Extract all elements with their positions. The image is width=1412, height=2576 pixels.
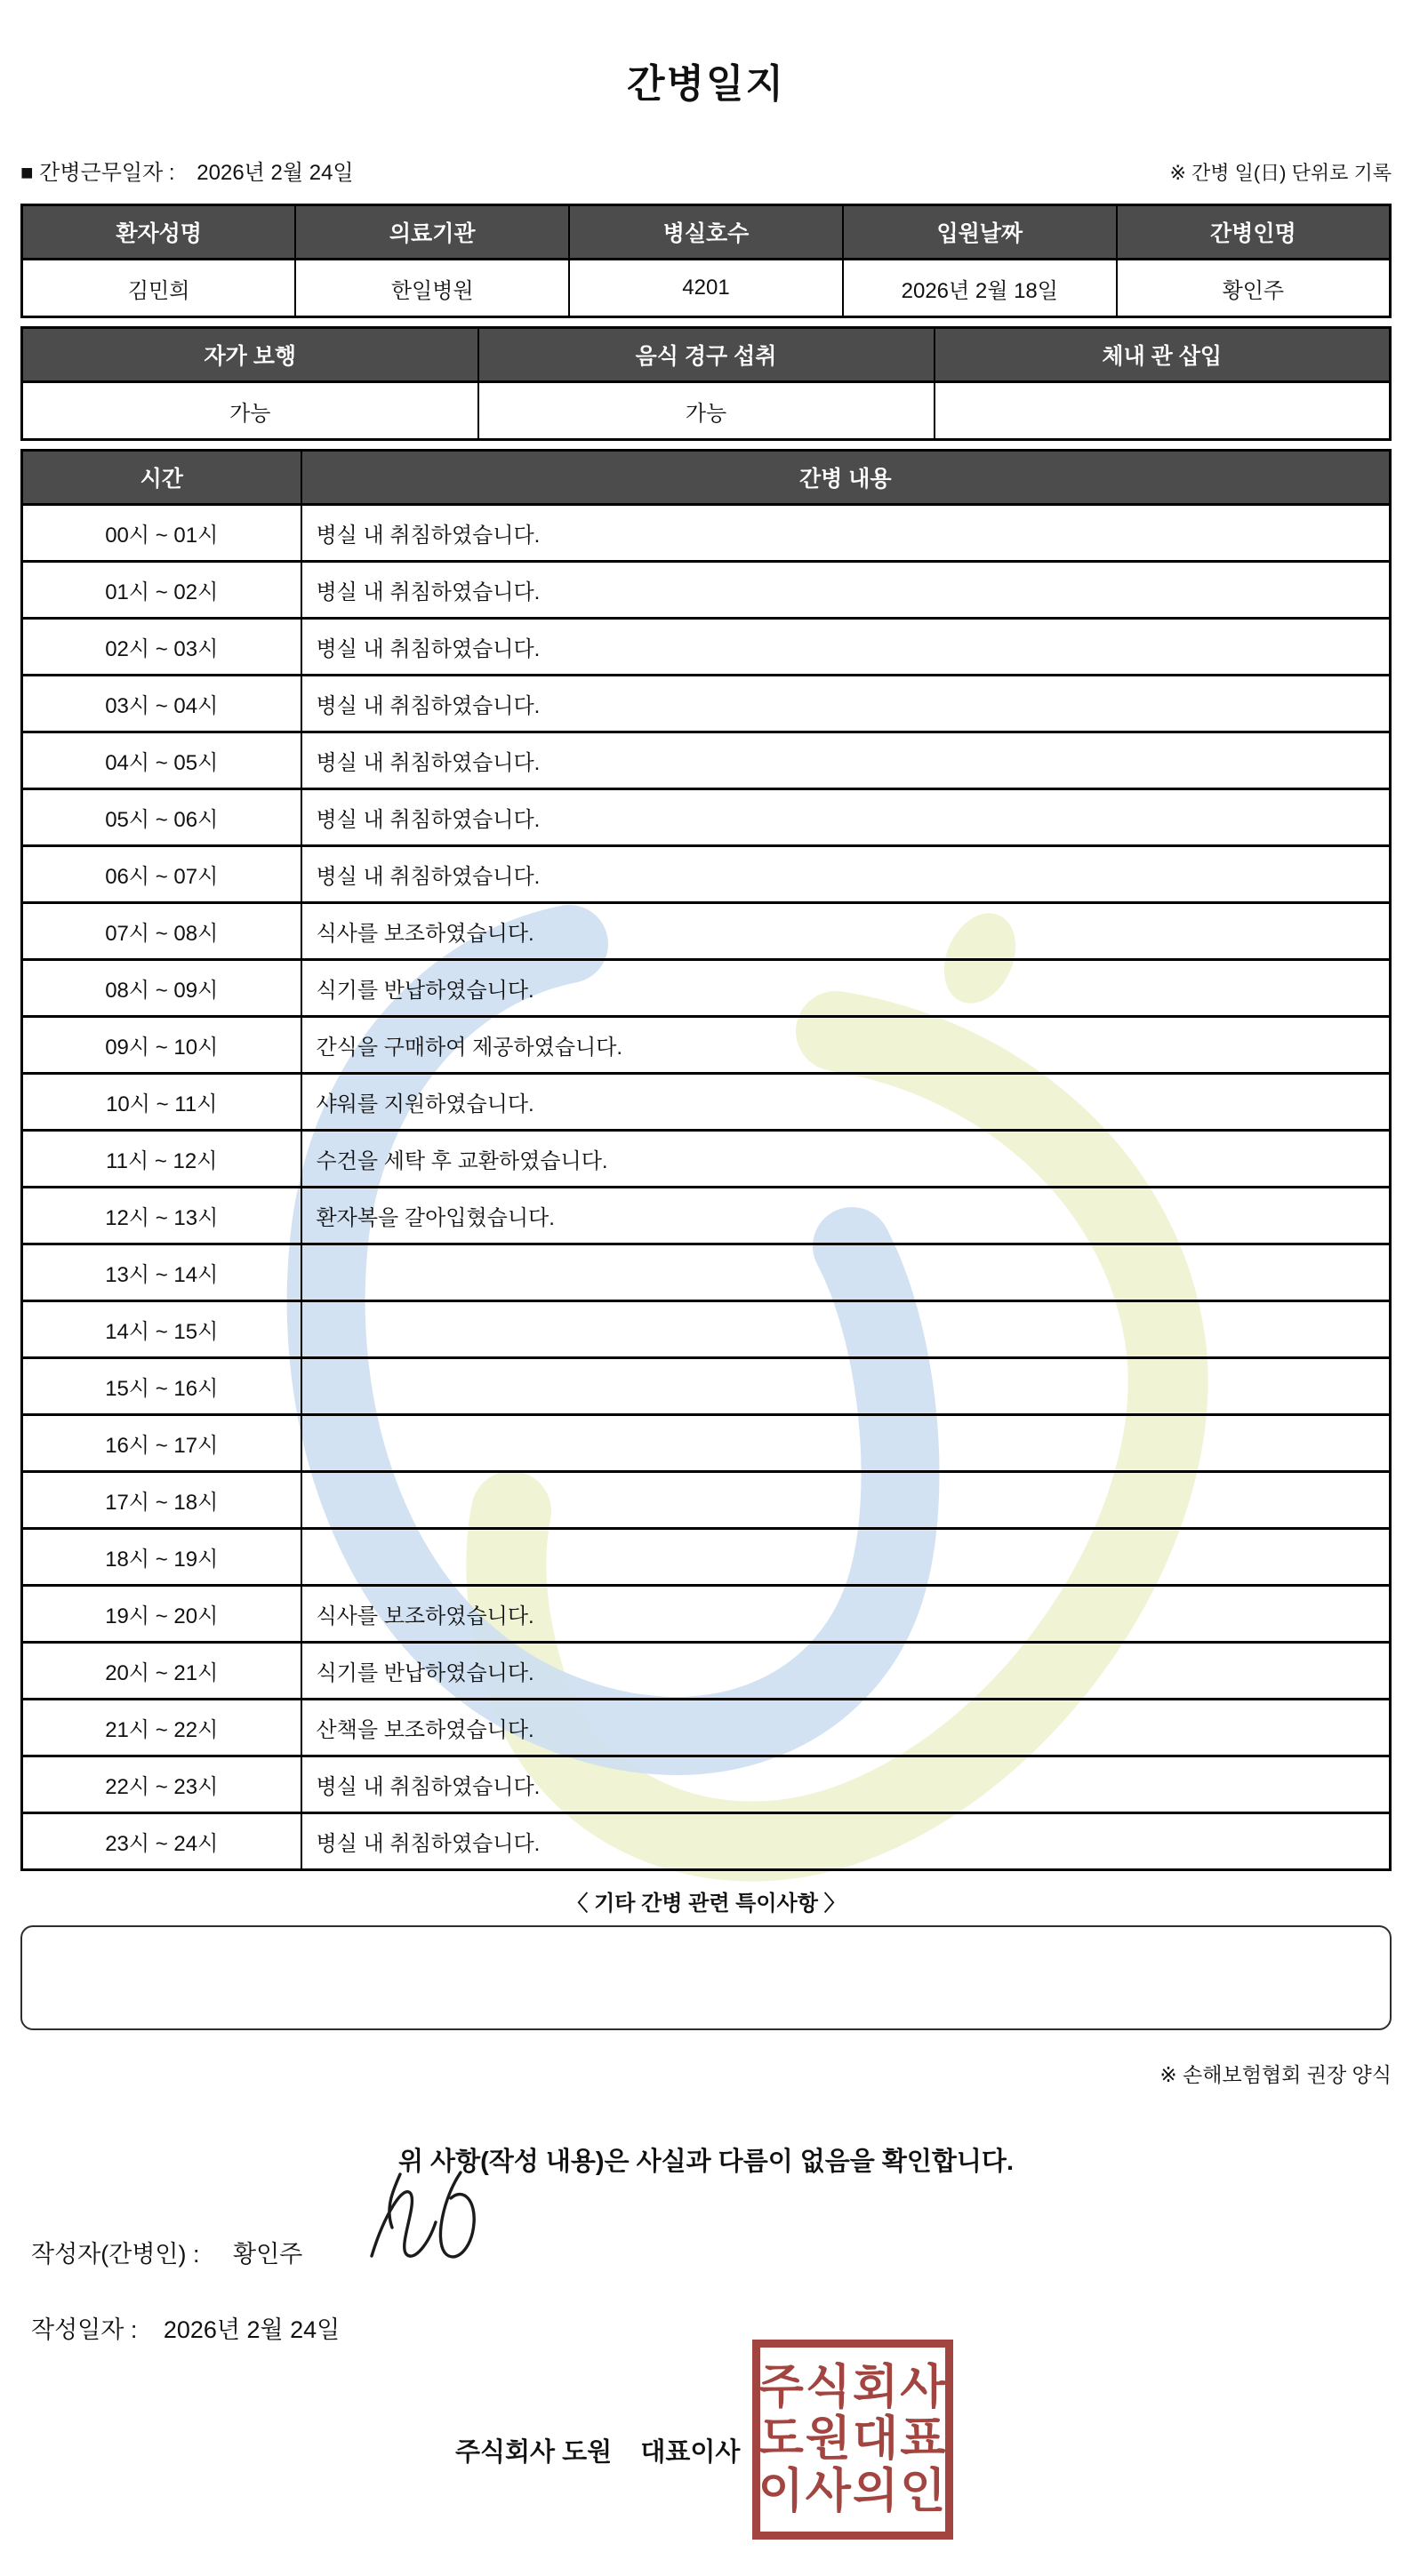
time-range: 21시 ~ 22시 [22, 1700, 301, 1756]
time-range: 08시 ~ 09시 [22, 960, 301, 1017]
care-content: 환자복을 갈아입혔습니다. [301, 1188, 1391, 1244]
care-content: 병실 내 취침하였습니다. [301, 619, 1391, 676]
care-log-row [22, 1643, 1391, 1700]
care-content: 식사를 보조하였습니다. [301, 903, 1391, 960]
time-range: 11시 ~ 12시 [22, 1131, 301, 1188]
column-header: 환자성명 [22, 205, 296, 260]
care-log-row [22, 1301, 1391, 1358]
work-date-value: 2026년 2월 24일 [197, 161, 354, 185]
time-range: 18시 ~ 19시 [22, 1529, 301, 1586]
care-content: 병실 내 취침하였습니다. [301, 846, 1391, 903]
care-content: 산책을 보조하였습니다. [301, 1700, 1391, 1756]
care-log-header-row [22, 451, 1391, 505]
time-range: 07시 ~ 08시 [22, 903, 301, 960]
time-range: 03시 ~ 04시 [22, 676, 301, 732]
column-header: 음식 경구 섭취 [478, 328, 935, 382]
oral-intake-status: 가능 [478, 382, 935, 440]
time-range: 22시 ~ 23시 [22, 1756, 301, 1813]
care-content [301, 1358, 1391, 1415]
time-range: 06시 ~ 07시 [22, 846, 301, 903]
writer-row [20, 2235, 1392, 2269]
time-range: 12시 ~ 13시 [22, 1188, 301, 1244]
care-content: 병실 내 취침하였습니다. [301, 732, 1391, 789]
column-header: 간병인명 [1117, 205, 1391, 260]
time-range: 19시 ~ 20시 [22, 1586, 301, 1643]
status-table-header-row [22, 328, 1391, 382]
care-content: 식사를 보조하였습니다. [301, 1586, 1391, 1643]
care-log-body [22, 505, 1391, 1870]
stamp-line: 주식회사 [758, 2361, 948, 2414]
time-range: 14시 ~ 15시 [22, 1301, 301, 1358]
care-log-row [22, 1358, 1391, 1415]
care-content [301, 1472, 1391, 1529]
stamp-line: 도원대표 [758, 2412, 948, 2466]
care-content: 병실 내 취침하였습니다. [301, 1813, 1391, 1870]
notes-section-title: 〈 기타 간병 관련 특이사항 〉 [566, 1892, 846, 1916]
care-log-row [22, 1017, 1391, 1074]
care-log-row [22, 1529, 1391, 1586]
admission-date: 2026년 2월 18일 [843, 260, 1117, 317]
patient-info-table [20, 204, 1392, 318]
time-range: 17시 ~ 18시 [22, 1472, 301, 1529]
confirmation-statement: 위 사항(작성 내용)은 사실과 다름이 없음을 확인합니다. [397, 2148, 1015, 2176]
time-range: 10시 ~ 11시 [22, 1074, 301, 1131]
time-range: 13시 ~ 14시 [22, 1244, 301, 1301]
care-content: 샤워를 지원하였습니다. [301, 1074, 1391, 1131]
care-log-table [20, 449, 1392, 1871]
room-number: 4201 [569, 260, 843, 317]
care-content [301, 1415, 1391, 1472]
time-range: 16시 ~ 17시 [22, 1415, 301, 1472]
unit-note: ※ 간병 일(日) 단위로 기록 [1169, 162, 1392, 184]
care-log-row [22, 903, 1391, 960]
status-table-value-row [22, 382, 1391, 440]
patient-name: 김민희 [22, 260, 296, 317]
signature-scribble [354, 2167, 509, 2278]
care-content: 수건을 세탁 후 교환하였습니다. [301, 1131, 1391, 1188]
patient-table-header-row [22, 205, 1391, 260]
time-column-header: 시간 [22, 451, 301, 505]
column-header: 병실호수 [569, 205, 843, 260]
written-date-value: 2026년 2월 24일 [163, 2316, 341, 2343]
care-content: 식기를 반납하였습니다. [301, 1643, 1391, 1700]
work-date-line [20, 155, 354, 186]
corporate-seal-stamp [752, 2340, 953, 2540]
care-log-row [22, 1131, 1391, 1188]
time-range: 01시 ~ 02시 [22, 562, 301, 619]
internal-tube-status [935, 382, 1391, 440]
column-header: 자가 보행 [22, 328, 478, 382]
care-log-row [22, 676, 1391, 732]
time-range: 23시 ~ 24시 [22, 1813, 301, 1870]
care-log-row [22, 732, 1391, 789]
care-content [301, 1244, 1391, 1301]
care-content: 식기를 반납하였습니다. [301, 960, 1391, 1017]
care-content: 병실 내 취침하였습니다. [301, 789, 1391, 846]
written-date-label: 작성일자 : [31, 2316, 138, 2343]
time-range: 02시 ~ 03시 [22, 619, 301, 676]
column-header: 입원날짜 [843, 205, 1117, 260]
care-log-row [22, 1074, 1391, 1131]
stamp-line: 이사의인 [758, 2464, 948, 2517]
care-content: 병실 내 취침하였습니다. [301, 505, 1391, 562]
time-range: 15시 ~ 16시 [22, 1358, 301, 1415]
time-range: 04시 ~ 05시 [22, 732, 301, 789]
form-note: ※ 손해보험협회 권장 양식 [1159, 2063, 1392, 2086]
content-column-header: 간병 내용 [301, 451, 1391, 505]
care-log-row [22, 1700, 1391, 1756]
care-content: 병실 내 취침하였습니다. [301, 562, 1391, 619]
column-header: 의료기관 [295, 205, 569, 260]
work-date-label: ■ 간병근무일자 : [20, 161, 175, 185]
care-log-row [22, 1586, 1391, 1643]
care-content [301, 1301, 1391, 1358]
patient-table-value-row [22, 260, 1391, 317]
time-range: 05시 ~ 06시 [22, 789, 301, 846]
care-log-row [22, 960, 1391, 1017]
care-content: 간식을 구매하여 제공하였습니다. [301, 1017, 1391, 1074]
notes-box [20, 1925, 1392, 2030]
care-content: 병실 내 취침하였습니다. [301, 1756, 1391, 1813]
writer-label: 작성자(간병인) : [31, 2241, 200, 2268]
page-title: 간병일지 [626, 62, 785, 106]
caregiver-name: 황인주 [1117, 260, 1391, 317]
care-log-row [22, 1472, 1391, 1529]
care-log-row [22, 505, 1391, 562]
medical-institution: 한일병원 [295, 260, 569, 317]
time-range: 00시 ~ 01시 [22, 505, 301, 562]
care-log-row [22, 1415, 1391, 1472]
care-content [301, 1529, 1391, 1586]
care-log-row [22, 619, 1391, 676]
time-range: 09시 ~ 10시 [22, 1017, 301, 1074]
meta-row [20, 155, 1392, 186]
column-header: 체내 관 삽입 [935, 328, 1391, 382]
care-log-row [22, 846, 1391, 903]
care-log-row [22, 1244, 1391, 1301]
writer-name: 황인주 [233, 2241, 303, 2268]
written-date-row [20, 2310, 1392, 2345]
care-log-row [22, 1188, 1391, 1244]
care-content: 병실 내 취침하였습니다. [301, 676, 1391, 732]
self-walking-status: 가능 [22, 382, 478, 440]
patient-status-table [20, 326, 1392, 441]
time-range: 20시 ~ 21시 [22, 1643, 301, 1700]
care-log-row [22, 1756, 1391, 1813]
care-log-row [22, 1813, 1391, 1870]
care-log-row [22, 562, 1391, 619]
company-representative-line: 주식회사 도원 대표이사 [455, 2438, 741, 2467]
care-log-row [22, 789, 1391, 846]
